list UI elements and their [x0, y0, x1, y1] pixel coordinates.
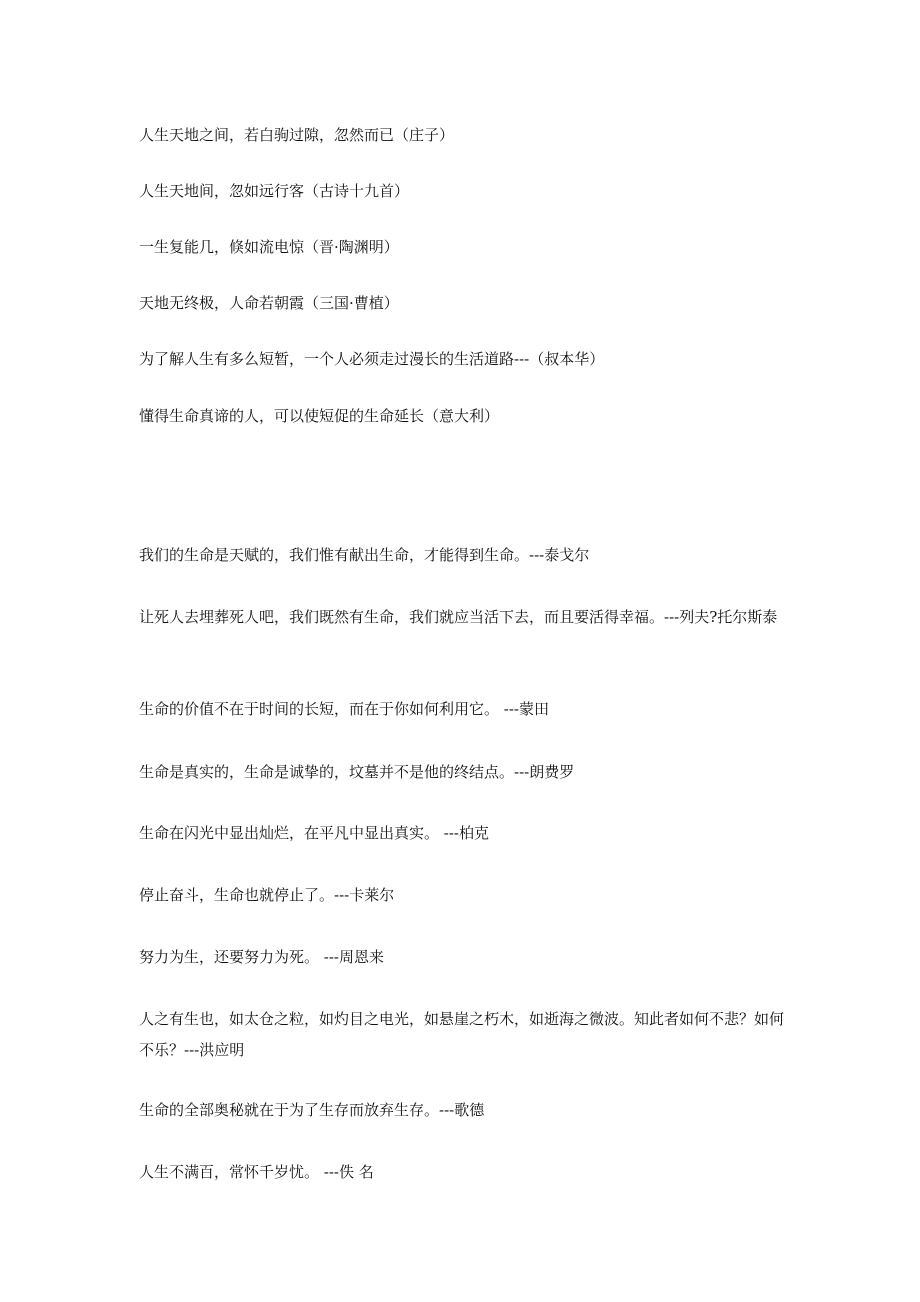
quote-line: 生命在闪光中显出灿烂，在平凡中显出真实。 ---柏克: [139, 824, 489, 842]
quote-line: 生命是真实的，生命是诚挚的，坟墓并不是他的终结点。---朗费罗: [139, 763, 575, 781]
quote-line: 为了解人生有多么短暂，一个人必须走过漫长的生活道路---（叔本华）: [139, 350, 605, 368]
quote-line: 人生天地之间，若白驹过隙，忽然而已（庄子）: [139, 126, 455, 144]
quote-line: 一生复能几，倏如流电惊（晋·陶渊明）: [139, 238, 399, 256]
quote-line: 停止奋斗，生命也就停止了。---卡莱尔: [139, 886, 395, 904]
quote-line: 让死人去埋葬死人吧，我们既然有生命，我们就应当活下去，而且要活得幸福。---列夫?托尔斯泰: [139, 608, 778, 626]
quote-line: 人生天地间，忽如远行客（古诗十九首）: [139, 182, 410, 200]
quote-line: 生命的价值不在于时间的长短，而在于你如何利用它。 ---蒙田: [139, 700, 549, 718]
quote-line: 天地无终极，人命若朝霞（三国·曹植）: [139, 294, 399, 312]
quote-line: 生命的全部奥秘就在于为了生存而放弃生存。---歌德: [139, 1101, 485, 1119]
quote-line: 人之有生也，如太仓之粒，如灼目之电光，如悬崖之朽木，如逝海之微波。知此者如何不悲？如何不乐？---洪应明: [139, 1010, 785, 1059]
quote-line: 我们的生命是天赋的，我们惟有献出生命，才能得到生命。---泰戈尔: [139, 546, 590, 564]
quote-line: 努力为生，还要努力为死。 ---周恩来: [139, 948, 384, 966]
quote-line: 懂得生命真谛的人，可以使短促的生命延长（意大利）: [139, 407, 500, 425]
quote-line: 人生不满百，常怀千岁忧。 ---佚 名: [139, 1163, 374, 1181]
